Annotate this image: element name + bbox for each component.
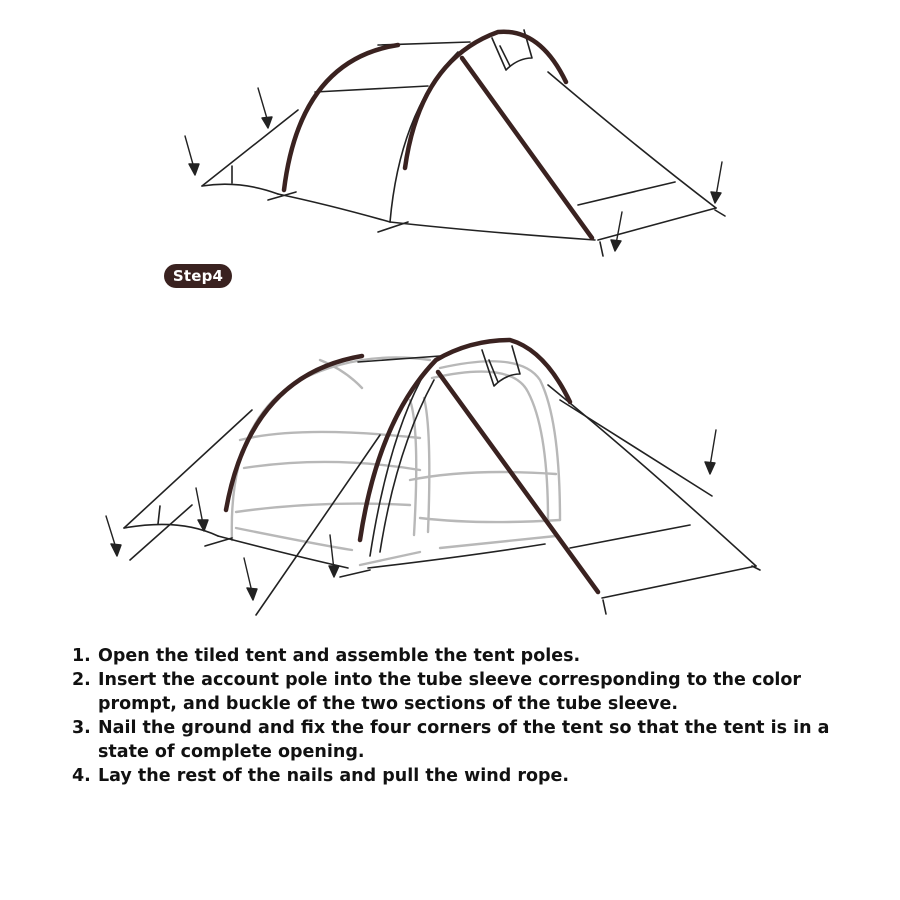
tent-top-illustration — [185, 30, 725, 256]
instruction-list — [72, 644, 862, 788]
instruction-text: Insert the account pole into the tube sleeve corresponding to the color prompt, and buckle of the two sections of the tube sleeve. — [98, 670, 802, 714]
instruction-item — [72, 716, 862, 764]
instruction-number: 4. — [72, 766, 91, 786]
instruction-number: 2. — [72, 670, 91, 690]
instruction-number: 1. — [72, 646, 91, 666]
instruction-text: Lay the rest of the nails and pull the wind rope. — [98, 766, 570, 786]
step-badge: Step4 — [164, 264, 232, 288]
instruction-text: Open the tiled tent and assemble the tent poles. — [98, 646, 581, 666]
instruction-item — [72, 764, 862, 788]
instruction-item — [72, 644, 862, 668]
instruction-item — [72, 668, 862, 716]
tent-bottom-illustration — [106, 340, 760, 615]
instruction-number: 3. — [72, 718, 91, 738]
instruction-text: Nail the ground and fix the four corners of the tent so that the tent is in a state of complete opening. — [98, 718, 830, 762]
